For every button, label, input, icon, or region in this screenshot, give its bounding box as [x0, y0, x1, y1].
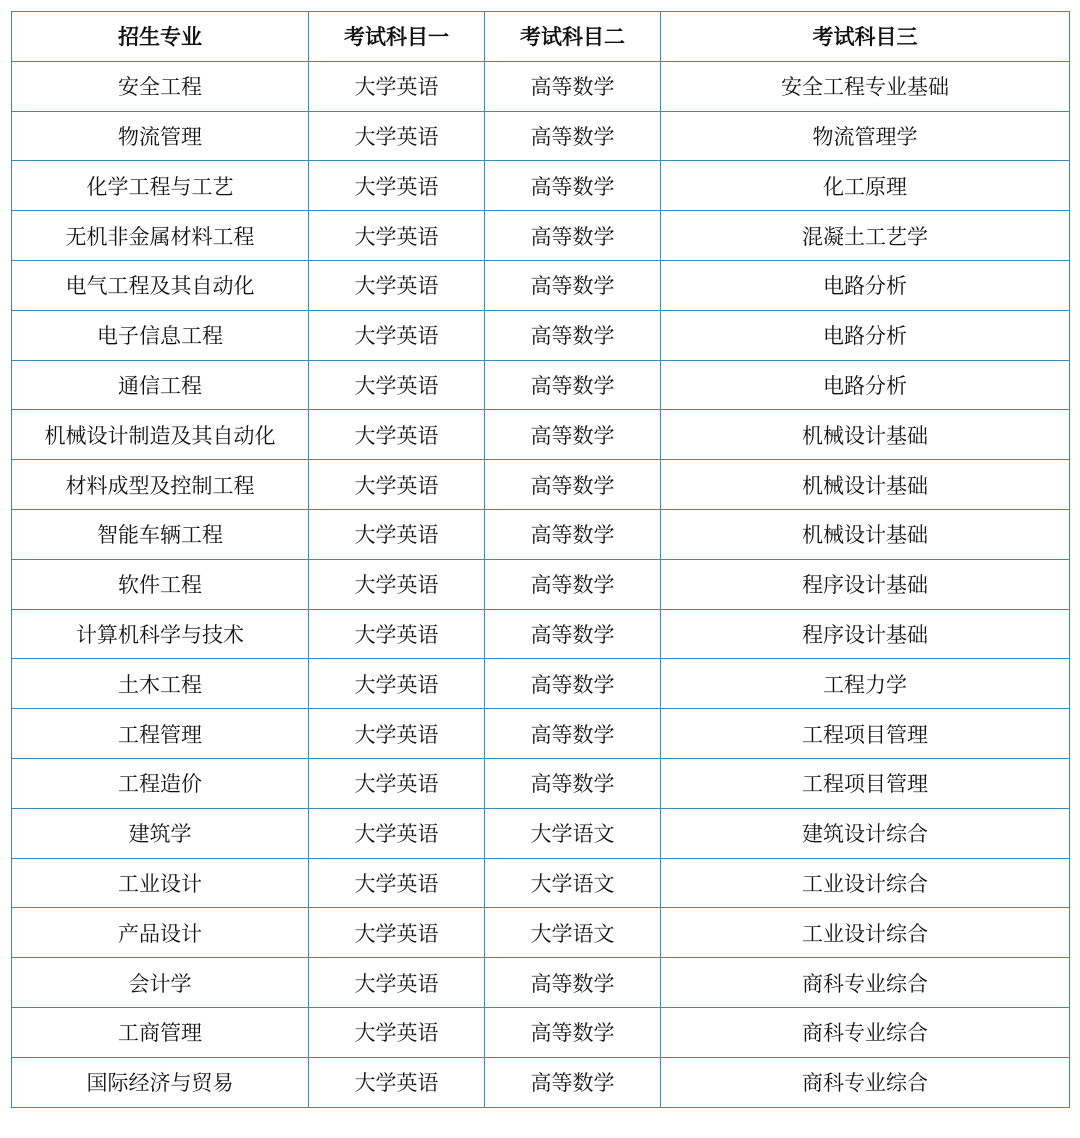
- cell-subject-1: 大学英语: [309, 1007, 485, 1057]
- cell-major: 化学工程与工艺: [12, 161, 309, 211]
- cell-subject-1: 大学英语: [309, 808, 485, 858]
- cell-subject-3: 建筑设计综合: [661, 808, 1070, 858]
- cell-major: 工程管理: [12, 709, 309, 759]
- table-row: [12, 858, 1070, 908]
- table-body: [12, 61, 1070, 1107]
- table-row: [12, 111, 1070, 161]
- cell-subject-2: 高等数学: [485, 161, 661, 211]
- cell-major: 电气工程及其自动化: [12, 260, 309, 310]
- cell-subject-2: 高等数学: [485, 410, 661, 460]
- table-row: [12, 310, 1070, 360]
- table-row: [12, 1007, 1070, 1057]
- cell-major: 安全工程: [12, 61, 309, 111]
- header-subject-2: 考试科目二: [485, 12, 661, 62]
- cell-subject-1: 大学英语: [309, 310, 485, 360]
- cell-subject-2: 高等数学: [485, 61, 661, 111]
- cell-subject-1: 大学英语: [309, 260, 485, 310]
- cell-subject-2: 高等数学: [485, 1007, 661, 1057]
- cell-major: 工商管理: [12, 1007, 309, 1057]
- cell-major: 工程造价: [12, 758, 309, 808]
- cell-major: 物流管理: [12, 111, 309, 161]
- header-subject-3: 考试科目三: [661, 12, 1070, 62]
- cell-subject-1: 大学英语: [309, 958, 485, 1008]
- cell-subject-1: 大学英语: [309, 161, 485, 211]
- cell-subject-1: 大学英语: [309, 111, 485, 161]
- table-row: [12, 260, 1070, 310]
- cell-subject-1: 大学英语: [309, 460, 485, 510]
- cell-subject-2: 大学语文: [485, 858, 661, 908]
- cell-subject-1: 大学英语: [309, 559, 485, 609]
- cell-subject-1: 大学英语: [309, 410, 485, 460]
- table-row: [12, 410, 1070, 460]
- cell-major: 工业设计: [12, 858, 309, 908]
- cell-subject-3: 商科专业综合: [661, 1057, 1070, 1107]
- cell-subject-1: 大学英语: [309, 360, 485, 410]
- cell-subject-3: 化工原理: [661, 161, 1070, 211]
- cell-subject-1: 大学英语: [309, 1057, 485, 1107]
- table-row: [12, 958, 1070, 1008]
- cell-subject-2: 大学语文: [485, 808, 661, 858]
- cell-subject-2: 高等数学: [485, 758, 661, 808]
- table-header: [12, 12, 1070, 62]
- cell-subject-3: 工程力学: [661, 659, 1070, 709]
- cell-major: 产品设计: [12, 908, 309, 958]
- cell-subject-2: 高等数学: [485, 211, 661, 261]
- cell-subject-1: 大学英语: [309, 211, 485, 261]
- cell-subject-2: 高等数学: [485, 958, 661, 1008]
- table-row: [12, 211, 1070, 261]
- cell-subject-2: 高等数学: [485, 559, 661, 609]
- cell-major: 国际经济与贸易: [12, 1057, 309, 1107]
- table-row: [12, 808, 1070, 858]
- table-row: [12, 360, 1070, 410]
- table-row: [12, 509, 1070, 559]
- cell-subject-3: 工业设计综合: [661, 908, 1070, 958]
- cell-subject-2: 高等数学: [485, 310, 661, 360]
- cell-major: 电子信息工程: [12, 310, 309, 360]
- cell-major: 土木工程: [12, 659, 309, 709]
- cell-subject-1: 大学英语: [309, 709, 485, 759]
- cell-subject-3: 程序设计基础: [661, 559, 1070, 609]
- cell-subject-2: 高等数学: [485, 659, 661, 709]
- cell-subject-3: 电路分析: [661, 260, 1070, 310]
- header-row: [12, 12, 1070, 62]
- cell-subject-3: 商科专业综合: [661, 1007, 1070, 1057]
- cell-major: 材料成型及控制工程: [12, 460, 309, 510]
- cell-subject-3: 安全工程专业基础: [661, 61, 1070, 111]
- cell-subject-2: 高等数学: [485, 460, 661, 510]
- cell-major: 软件工程: [12, 559, 309, 609]
- cell-subject-2: 高等数学: [485, 509, 661, 559]
- table-row: [12, 659, 1070, 709]
- cell-subject-1: 大学英语: [309, 509, 485, 559]
- cell-subject-2: 高等数学: [485, 609, 661, 659]
- cell-subject-2: 高等数学: [485, 1057, 661, 1107]
- cell-major: 通信工程: [12, 360, 309, 410]
- cell-subject-3: 电路分析: [661, 310, 1070, 360]
- cell-major: 机械设计制造及其自动化: [12, 410, 309, 460]
- cell-subject-1: 大学英语: [309, 758, 485, 808]
- cell-subject-3: 混凝土工艺学: [661, 211, 1070, 261]
- table-row: [12, 1057, 1070, 1107]
- cell-subject-3: 机械设计基础: [661, 410, 1070, 460]
- cell-subject-1: 大学英语: [309, 858, 485, 908]
- cell-subject-3: 机械设计基础: [661, 509, 1070, 559]
- header-subject-1: 考试科目一: [309, 12, 485, 62]
- cell-subject-2: 高等数学: [485, 260, 661, 310]
- cell-major: 无机非金属材料工程: [12, 211, 309, 261]
- table-row: [12, 758, 1070, 808]
- cell-major: 智能车辆工程: [12, 509, 309, 559]
- cell-subject-1: 大学英语: [309, 659, 485, 709]
- table-row: [12, 61, 1070, 111]
- cell-major: 会计学: [12, 958, 309, 1008]
- cell-subject-3: 工程项目管理: [661, 758, 1070, 808]
- cell-subject-1: 大学英语: [309, 61, 485, 111]
- cell-subject-3: 机械设计基础: [661, 460, 1070, 510]
- table-row: [12, 161, 1070, 211]
- cell-subject-3: 电路分析: [661, 360, 1070, 410]
- cell-subject-3: 商科专业综合: [661, 958, 1070, 1008]
- table-row: [12, 460, 1070, 510]
- cell-subject-2: 高等数学: [485, 709, 661, 759]
- cell-subject-2: 高等数学: [485, 111, 661, 161]
- cell-major: 建筑学: [12, 808, 309, 858]
- cell-subject-3: 工程项目管理: [661, 709, 1070, 759]
- cell-subject-1: 大学英语: [309, 908, 485, 958]
- header-major: 招生专业: [12, 12, 309, 62]
- cell-subject-3: 物流管理学: [661, 111, 1070, 161]
- table-row: [12, 609, 1070, 659]
- cell-subject-3: 工业设计综合: [661, 858, 1070, 908]
- table-row: [12, 908, 1070, 958]
- cell-subject-3: 程序设计基础: [661, 609, 1070, 659]
- cell-subject-1: 大学英语: [309, 609, 485, 659]
- exam-subjects-table: [11, 11, 1070, 1108]
- table-row: [12, 559, 1070, 609]
- cell-major: 计算机科学与技术: [12, 609, 309, 659]
- cell-subject-2: 高等数学: [485, 360, 661, 410]
- table-row: [12, 709, 1070, 759]
- cell-subject-2: 大学语文: [485, 908, 661, 958]
